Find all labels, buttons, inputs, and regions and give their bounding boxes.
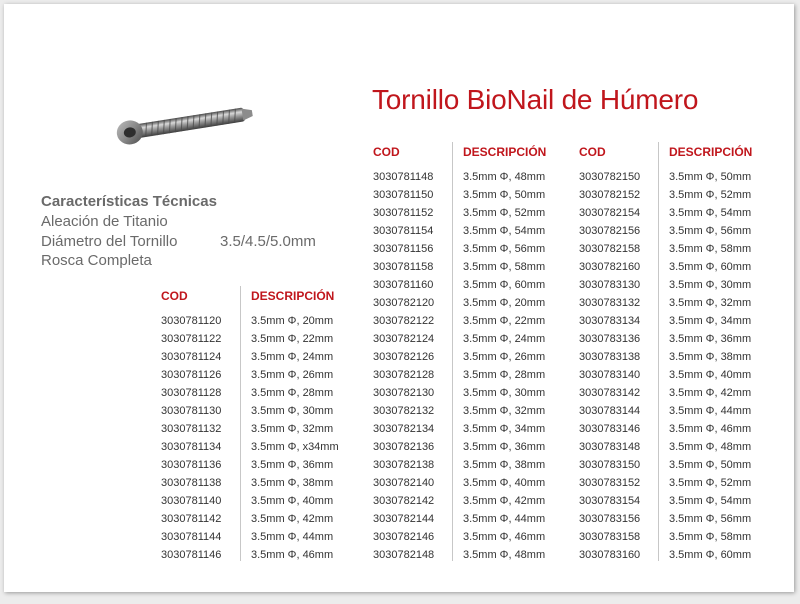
product-code: 3030781142 bbox=[161, 513, 222, 525]
product-code: 3030781150 bbox=[373, 189, 434, 201]
product-code: 3030781130 bbox=[161, 405, 222, 417]
product-description: 3.5mm Φ, 34mm bbox=[669, 315, 752, 327]
product-code: 3030782150 bbox=[579, 171, 641, 183]
feature-label: Aleación de Titanio bbox=[41, 213, 168, 230]
product-code: 3030783154 bbox=[579, 495, 641, 507]
product-code: 3030782154 bbox=[579, 207, 641, 219]
product-code: 3030782142 bbox=[373, 495, 435, 507]
product-code: 3030781160 bbox=[373, 279, 434, 291]
product-description: 3.5mm Φ, 32mm bbox=[669, 297, 752, 309]
product-code: 3030782126 bbox=[373, 351, 435, 363]
product-description: 3.5mm Φ, 56mm bbox=[669, 513, 752, 525]
column-header-descripcion: DESCRIPCIÓN bbox=[463, 145, 547, 159]
column-header-cod: COD bbox=[579, 145, 606, 159]
product-description: 3.5mm Φ, 52mm bbox=[669, 477, 752, 489]
product-code: 3030782128 bbox=[373, 369, 435, 381]
product-code: 3030781140 bbox=[161, 495, 222, 507]
product-code: 3030783132 bbox=[579, 297, 641, 309]
column-header-descripcion: DESCRIPCIÓN bbox=[669, 145, 753, 159]
product-description: 3.5mm Φ, 58mm bbox=[669, 531, 752, 543]
product-description: 3.5mm Φ, 48mm bbox=[463, 549, 546, 561]
column-separator bbox=[658, 142, 659, 561]
feature-label: Diámetro del Tornillo bbox=[41, 232, 178, 250]
product-code: 3030783130 bbox=[579, 279, 641, 291]
column-header-cod: COD bbox=[373, 145, 400, 159]
product-code: 3030782122 bbox=[373, 315, 435, 327]
product-description: 3.5mm Φ, 54mm bbox=[669, 495, 752, 507]
product-description: 3.5mm Φ, 36mm bbox=[669, 333, 752, 345]
feature-alloy bbox=[41, 212, 217, 232]
product-code: 3030783146 bbox=[579, 423, 641, 435]
product-description: 3.5mm Φ, 42mm bbox=[669, 387, 752, 399]
product-code: 3030782148 bbox=[373, 549, 435, 561]
product-code: 3030783156 bbox=[579, 513, 641, 525]
product-code: 3030783138 bbox=[579, 351, 641, 363]
product-description: 3.5mm Φ, 30mm bbox=[463, 387, 546, 399]
product-description: 3.5mm Φ, 36mm bbox=[463, 441, 546, 453]
product-description: 3.5mm Φ, 22mm bbox=[251, 333, 334, 345]
product-code: 3030783140 bbox=[579, 369, 641, 381]
product-code: 3030781132 bbox=[161, 423, 222, 435]
product-description: 3.5mm Φ, 48mm bbox=[669, 441, 752, 453]
product-description: 3.5mm Φ, 26mm bbox=[251, 369, 334, 381]
product-description: 3.5mm Φ, 28mm bbox=[251, 387, 334, 399]
feature-thread bbox=[41, 251, 217, 271]
product-description: 3.5mm Φ, 28mm bbox=[463, 369, 546, 381]
product-description: 3.5mm Φ, 58mm bbox=[669, 243, 752, 255]
product-code: 3030783134 bbox=[579, 315, 641, 327]
product-description: 3.5mm Φ, 30mm bbox=[669, 279, 752, 291]
feature-value: 3.5/4.5/5.0mm bbox=[220, 232, 316, 250]
product-code: 3030781156 bbox=[373, 243, 434, 255]
product-description: 3.5mm Φ, 48mm bbox=[463, 171, 546, 183]
product-code: 3030781126 bbox=[161, 369, 222, 381]
column-header-descripcion: DESCRIPCIÓN bbox=[251, 289, 335, 303]
product-description: 3.5mm Φ, 44mm bbox=[463, 513, 546, 525]
product-code: 3030783152 bbox=[579, 477, 641, 489]
product-description: 3.5mm Φ, 22mm bbox=[463, 315, 546, 327]
product-description: 3.5mm Φ, 40mm bbox=[251, 495, 334, 507]
product-code: 3030782132 bbox=[373, 405, 435, 417]
technical-features bbox=[41, 192, 316, 271]
screw-icon bbox=[107, 98, 259, 148]
feature-label: Rosca Completa bbox=[41, 252, 152, 269]
product-code: 3030783160 bbox=[579, 549, 641, 561]
product-code: 3030782124 bbox=[373, 333, 435, 345]
product-description: 3.5mm Φ, 24mm bbox=[463, 333, 546, 345]
product-description: 3.5mm Φ, 56mm bbox=[463, 243, 546, 255]
product-description: 3.5mm Φ, 38mm bbox=[463, 459, 546, 471]
product-description: 3.5mm Φ, 44mm bbox=[669, 405, 752, 417]
product-description: 3.5mm Φ, 30mm bbox=[251, 405, 334, 417]
product-code: 3030781124 bbox=[161, 351, 222, 363]
product-code: 3030781136 bbox=[161, 459, 222, 471]
product-description: 3.5mm Φ, 32mm bbox=[251, 423, 334, 435]
product-description: 3.5mm Φ, 46mm bbox=[251, 549, 334, 561]
product-code: 3030781154 bbox=[373, 225, 434, 237]
product-code: 3030782120 bbox=[373, 297, 435, 309]
product-code: 3030782144 bbox=[373, 513, 435, 525]
product-code: 3030781146 bbox=[161, 549, 222, 561]
product-code: 3030783136 bbox=[579, 333, 641, 345]
product-code: 3030782160 bbox=[579, 261, 641, 273]
product-code: 3030781134 bbox=[161, 441, 222, 453]
product-description: 3.5mm Φ, 42mm bbox=[463, 495, 546, 507]
product-description: 3.5mm Φ, 54mm bbox=[669, 207, 752, 219]
product-code: 3030781128 bbox=[161, 387, 222, 399]
product-code: 3030782140 bbox=[373, 477, 435, 489]
product-code: 3030781138 bbox=[161, 477, 222, 489]
product-code: 3030782146 bbox=[373, 531, 435, 543]
product-description: 3.5mm Φ, 56mm bbox=[669, 225, 752, 237]
product-description: 3.5mm Φ, 50mm bbox=[463, 189, 546, 201]
features-heading: Características Técnicas bbox=[41, 193, 217, 210]
product-code: 3030781144 bbox=[161, 531, 222, 543]
product-description: 3.5mm Φ, 34mm bbox=[463, 423, 546, 435]
product-code: 3030783158 bbox=[579, 531, 641, 543]
product-code: 3030782138 bbox=[373, 459, 435, 471]
product-code: 3030781122 bbox=[161, 333, 222, 345]
product-description: 3.5mm Φ, 26mm bbox=[463, 351, 546, 363]
product-code: 3030782156 bbox=[579, 225, 641, 237]
product-description: 3.5mm Φ, 20mm bbox=[463, 297, 546, 309]
product-code: 3030782136 bbox=[373, 441, 435, 453]
page-title: Tornillo BioNail de Húmero bbox=[372, 84, 699, 115]
product-code: 3030782130 bbox=[373, 387, 435, 399]
product-code: 3030781148 bbox=[373, 171, 434, 183]
product-description: 3.5mm Φ, 46mm bbox=[463, 531, 546, 543]
product-description: 3.5mm Φ, 60mm bbox=[669, 549, 752, 561]
product-description: 3.5mm Φ, 54mm bbox=[463, 225, 546, 237]
product-description: 3.5mm Φ, 32mm bbox=[463, 405, 546, 417]
product-code: 3030781158 bbox=[373, 261, 434, 273]
product-code: 3030782152 bbox=[579, 189, 641, 201]
catalog-page bbox=[4, 4, 794, 592]
product-code: 3030782134 bbox=[373, 423, 435, 435]
column-separator bbox=[452, 142, 453, 561]
product-description: 3.5mm Φ, x34mm bbox=[251, 441, 339, 453]
product-code: 3030781120 bbox=[161, 315, 222, 327]
product-code: 3030782158 bbox=[579, 243, 641, 255]
product-code: 3030781152 bbox=[373, 207, 434, 219]
product-code: 3030783150 bbox=[579, 459, 641, 471]
product-code: 3030783144 bbox=[579, 405, 641, 417]
product-code: 3030783142 bbox=[579, 387, 641, 399]
product-description: 3.5mm Φ, 52mm bbox=[463, 207, 546, 219]
product-description: 3.5mm Φ, 42mm bbox=[251, 513, 334, 525]
product-description: 3.5mm Φ, 52mm bbox=[669, 189, 752, 201]
product-description: 3.5mm Φ, 50mm bbox=[669, 171, 752, 183]
product-description: 3.5mm Φ, 20mm bbox=[251, 315, 334, 327]
product-description: 3.5mm Φ, 46mm bbox=[669, 423, 752, 435]
product-description: 3.5mm Φ, 40mm bbox=[463, 477, 546, 489]
product-description: 3.5mm Φ, 60mm bbox=[669, 261, 752, 273]
column-header-cod: COD bbox=[161, 289, 188, 303]
product-description: 3.5mm Φ, 60mm bbox=[463, 279, 546, 291]
column-separator bbox=[240, 286, 241, 561]
product-description: 3.5mm Φ, 24mm bbox=[251, 351, 334, 363]
product-description: 3.5mm Φ, 38mm bbox=[251, 477, 334, 489]
product-code: 3030783148 bbox=[579, 441, 641, 453]
product-description: 3.5mm Φ, 40mm bbox=[669, 369, 752, 381]
product-description: 3.5mm Φ, 36mm bbox=[251, 459, 334, 471]
product-description: 3.5mm Φ, 44mm bbox=[251, 531, 334, 543]
product-description: 3.5mm Φ, 58mm bbox=[463, 261, 546, 273]
product-description: 3.5mm Φ, 50mm bbox=[669, 459, 752, 471]
product-description: 3.5mm Φ, 38mm bbox=[669, 351, 752, 363]
feature-diameter bbox=[41, 232, 316, 252]
